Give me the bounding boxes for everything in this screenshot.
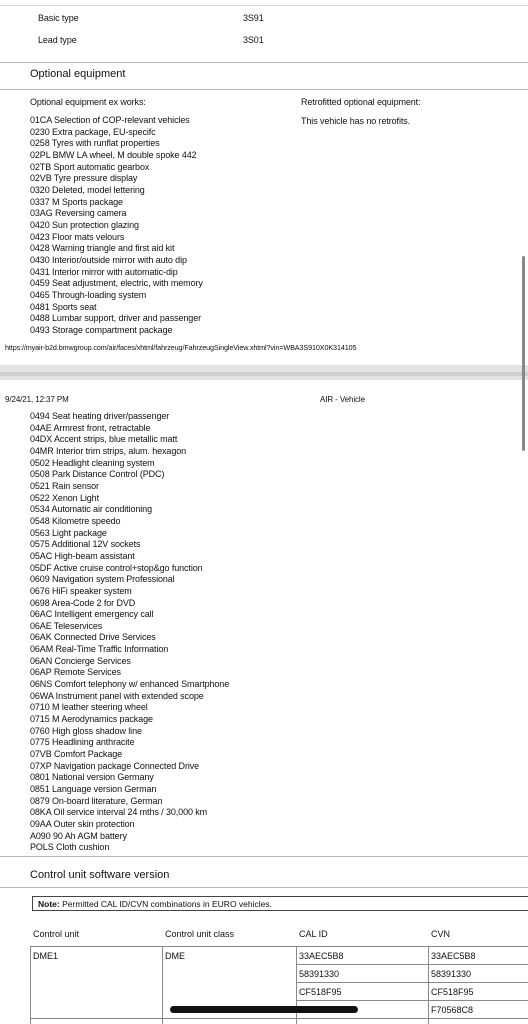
equipment-item: 02PL BMW LA wheel, M double spoke 442 xyxy=(30,149,197,160)
equipment-item: 0230 Extra package, EU-specifc xyxy=(30,126,156,137)
equipment-item: 06AM Real-Time Traffic Information xyxy=(30,644,169,655)
table-rule xyxy=(296,964,528,965)
equipment-item: 0508 Park Distance Control (PDC) xyxy=(30,469,165,480)
equipment-item: 0420 Sun protection glazing xyxy=(30,219,139,230)
equipment-item: 0715 M Aerodynamics package xyxy=(30,714,153,725)
equipment-item: 0710 M leather steering wheel xyxy=(30,702,148,713)
cvn-cell: 58391330 xyxy=(431,969,472,979)
equipment-item: 0760 High gloss shadow line xyxy=(30,725,142,736)
equipment-item: 08KA Oil service interval 24 mths / 30,000 km xyxy=(30,807,208,818)
equipment-item: 06AE Teleservices xyxy=(30,620,103,631)
equipment-item: 07XP Navigation package Connected Drive xyxy=(30,760,200,771)
equipment-item: 06AK Connected Drive Services xyxy=(30,632,156,643)
column-header-control-unit: Control unit xyxy=(33,929,80,939)
equipment-item: 0801 National version Germany xyxy=(30,772,154,783)
retrofit-text: This vehicle has no retrofits. xyxy=(301,116,411,126)
section-divider xyxy=(0,62,528,63)
document-page-1 xyxy=(0,0,528,365)
equipment-item: 06AC Intelligent emergency call xyxy=(30,609,154,620)
equipment-item: A090 90 Ah AGM battery xyxy=(30,830,127,841)
equipment-item: 06AN Concierge Services xyxy=(30,655,131,666)
basic-type-label: Basic type xyxy=(38,13,79,23)
section-divider xyxy=(0,856,528,857)
equipment-list-page1 xyxy=(30,115,203,336)
cvn-cell: CF518F95 xyxy=(431,987,474,997)
equipment-item: 0775 Headlining anthracite xyxy=(30,737,135,748)
ex-works-heading: Optional equipment ex works: xyxy=(30,97,146,107)
equipment-item: 0337 M Sports package xyxy=(30,196,123,207)
document-page-2 xyxy=(0,380,528,1024)
equipment-item: 0502 Headlight cleaning system xyxy=(30,457,155,468)
equipment-item: 0258 Tyres with runflat properties xyxy=(30,138,160,149)
lead-type-value: 3S01 xyxy=(243,35,264,45)
equipment-item: 05DF Active cruise control+stop&go function xyxy=(30,562,203,573)
table-rule xyxy=(162,946,163,1024)
table-rule xyxy=(428,946,429,1024)
equipment-item: 04MR Interior trim strips, alum. hexagon xyxy=(30,445,187,456)
scrollbar-thumb[interactable] xyxy=(522,256,525,451)
top-divider xyxy=(0,5,528,6)
cal-id-cell: CF518F95 xyxy=(299,987,342,997)
cvn-cell: F70568C8 xyxy=(431,1005,474,1015)
equipment-item: 0431 Interior mirror with automatic-dip xyxy=(30,266,178,277)
home-indicator[interactable] xyxy=(170,1006,358,1013)
equipment-item: 0522 Xenon Light xyxy=(30,492,99,503)
equipment-item: 0879 On-board literature, German xyxy=(30,795,163,806)
equipment-item: 04DX Accent strips, blue metallic matt xyxy=(30,434,178,445)
retrofitted-heading: Retrofitted optional equipment: xyxy=(301,97,421,107)
equipment-item: POLS Cloth cushion xyxy=(30,842,110,853)
cal-id-cell: 33AEC5B8 xyxy=(299,951,344,961)
equipment-item: 0575 Additional 12V sockets xyxy=(30,539,141,550)
equipment-item: 02VB Tyre pressure display xyxy=(30,173,138,184)
page-separator xyxy=(0,372,528,376)
equipment-item: 0459 Seat adjustment, electric, with memory xyxy=(30,278,203,289)
equipment-item: 0423 Floor mats velours xyxy=(30,231,125,242)
table-rule xyxy=(30,1018,528,1019)
table-rule xyxy=(30,946,31,1024)
column-header-cal-id: CAL ID xyxy=(299,929,328,939)
equipment-item: 09AA Outer skin protection xyxy=(30,818,135,829)
equipment-item: 0430 Interior/outside mirror with auto dip xyxy=(30,254,187,265)
cvn-cell: 33AEC5B8 xyxy=(431,951,476,961)
equipment-item: 02TB Sport automatic gearbox xyxy=(30,161,150,172)
equipment-item: 0488 Lumbar support, driver and passenger xyxy=(30,313,202,324)
control-unit-class-cell: DME xyxy=(165,951,185,961)
note-message: Permitted CAL ID/CVN combinations in EURO vehicles. xyxy=(59,899,272,909)
equipment-item: 0428 Warning triangle and first aid kit xyxy=(30,243,175,254)
equipment-item: 0320 Deleted, model lettering xyxy=(30,184,145,195)
equipment-item: 07VB Comfort Package xyxy=(30,749,123,760)
equipment-item: 0521 Rain sensor xyxy=(30,480,99,491)
cal-id-cell: 58391330 xyxy=(299,969,340,979)
equipment-item: 04AE Armrest front, retractable xyxy=(30,422,151,433)
equipment-item: 0465 Through-loading system xyxy=(30,289,147,300)
equipment-item: 0494 Seat heating driver/passenger xyxy=(30,411,170,421)
control-unit-cell: DME1 xyxy=(33,951,59,961)
equipment-item: 05AC High-beam assistant xyxy=(30,550,135,561)
basic-type-value: 3S91 xyxy=(243,13,264,23)
equipment-item: 0493 Storage compartment package xyxy=(30,324,173,335)
column-header-cvn: CVN xyxy=(431,929,451,939)
equipment-item: 06WA Instrument panel with extended scope xyxy=(30,690,204,701)
equipment-item: 0548 Kilometre speedo xyxy=(30,515,121,526)
equipment-item: 0698 Area-Code 2 for DVD xyxy=(30,597,136,608)
equipment-list-page2 xyxy=(30,411,229,854)
equipment-item: 01CA Selection of COP-relevant vehicles xyxy=(30,115,190,125)
print-datetime: 9/24/21, 12:37 PM xyxy=(5,395,69,404)
equipment-item: 03AG Reversing camera xyxy=(30,208,127,219)
equipment-item: 0481 Sports seat xyxy=(30,301,97,312)
lead-type-label: Lead type xyxy=(38,35,77,45)
equipment-item: 0609 Navigation system Professional xyxy=(30,574,175,585)
section-divider xyxy=(0,887,528,888)
equipment-item: 0534 Automatic air conditioning xyxy=(30,504,152,515)
table-rule xyxy=(296,1000,528,1001)
column-header-control-unit-class: Control unit class xyxy=(165,929,235,939)
control-unit-heading: Control unit software version xyxy=(30,869,170,881)
equipment-item: 0563 Light package xyxy=(30,527,107,538)
table-rule xyxy=(296,982,528,983)
footer-url[interactable]: https://myair-b2d.bmwgroup.com/air/faces/xhtml/fahrzeug/FahrzeugSingleView.xhtml?vin=WBA3S910X0K314105 xyxy=(5,343,357,352)
table-rule xyxy=(30,946,528,947)
section-divider xyxy=(0,89,528,90)
print-title: AIR - Vehicle xyxy=(320,395,365,404)
optional-equipment-heading: Optional equipment xyxy=(30,68,126,80)
equipment-item: 06AP Remote Services xyxy=(30,667,121,678)
note-text xyxy=(38,899,272,909)
equipment-item: 0676 HiFi speaker system xyxy=(30,585,132,596)
equipment-item: 06NS Comfort telephony w/ enhanced Smartphone xyxy=(30,679,230,690)
note-label: Note: xyxy=(38,899,60,909)
equipment-item: 0851 Language version German xyxy=(30,784,157,794)
